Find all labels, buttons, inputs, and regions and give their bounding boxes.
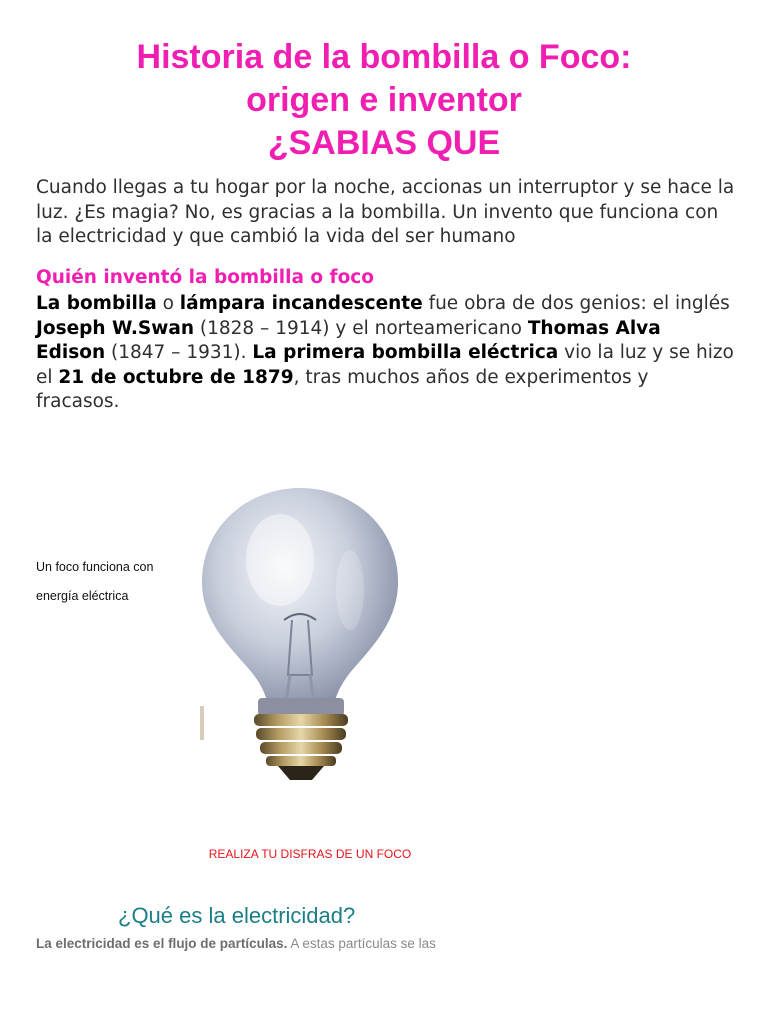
plain-text: o [156, 293, 180, 314]
intro-paragraph: Cuando llegas a tu hogar por la noche, accionas un interruptor y se hace la luz. ¿Es magia? No, es gracias a la bombilla. Un invento que funciona con la electricidad y que cambió la vida del ser humano [36, 177, 735, 247]
electricity-heading: ¿Qué es la electricidad? [118, 903, 356, 928]
bold-text: La bombilla [36, 293, 157, 314]
plain-text: vio la luz y se hizo el [36, 342, 734, 388]
caption-line-1: Un foco funciona con [36, 560, 154, 574]
light-bulb-image [200, 470, 400, 782]
title-line-1: Historia de la bombilla o Foco: [136, 38, 632, 76]
plain-text: (1847 – 1931). [105, 342, 253, 363]
costume-call-to-action: REALIZA TU DISFRAS DE UN FOCO [208, 847, 412, 861]
caption-line-2: energía eléctrica [36, 589, 129, 603]
bold-text: Joseph W.Swan [36, 317, 194, 339]
inventor-paragraph [36, 292, 736, 415]
plain-text: , tras muchos años de experimentos y fracasos. [36, 366, 649, 412]
bold-text: lámpara incandescente [179, 293, 423, 314]
bold-text: La electricidad es el flujo de partículas. [36, 936, 288, 951]
plain-text: (1828 – 1914) y el norteamericano [194, 317, 528, 339]
title-line-3: ¿SABIAS QUE [267, 124, 501, 162]
image-caption [36, 553, 196, 611]
page-title [40, 36, 728, 165]
bold-text: La primera bombilla eléctrica [252, 342, 559, 363]
bold-text: 21 de octubre de 1879 [58, 366, 294, 388]
bold-text: Thomas Alva Edison [36, 317, 661, 363]
title-line-2: origen e inventor [246, 81, 522, 119]
plain-text: fue obra de dos genios: el inglés [422, 293, 730, 314]
plain-text: A estas partículas se las [287, 936, 436, 951]
electricity-paragraph [36, 936, 436, 951]
inventor-subheading: Quién inventó la bombilla o foco [36, 267, 374, 288]
